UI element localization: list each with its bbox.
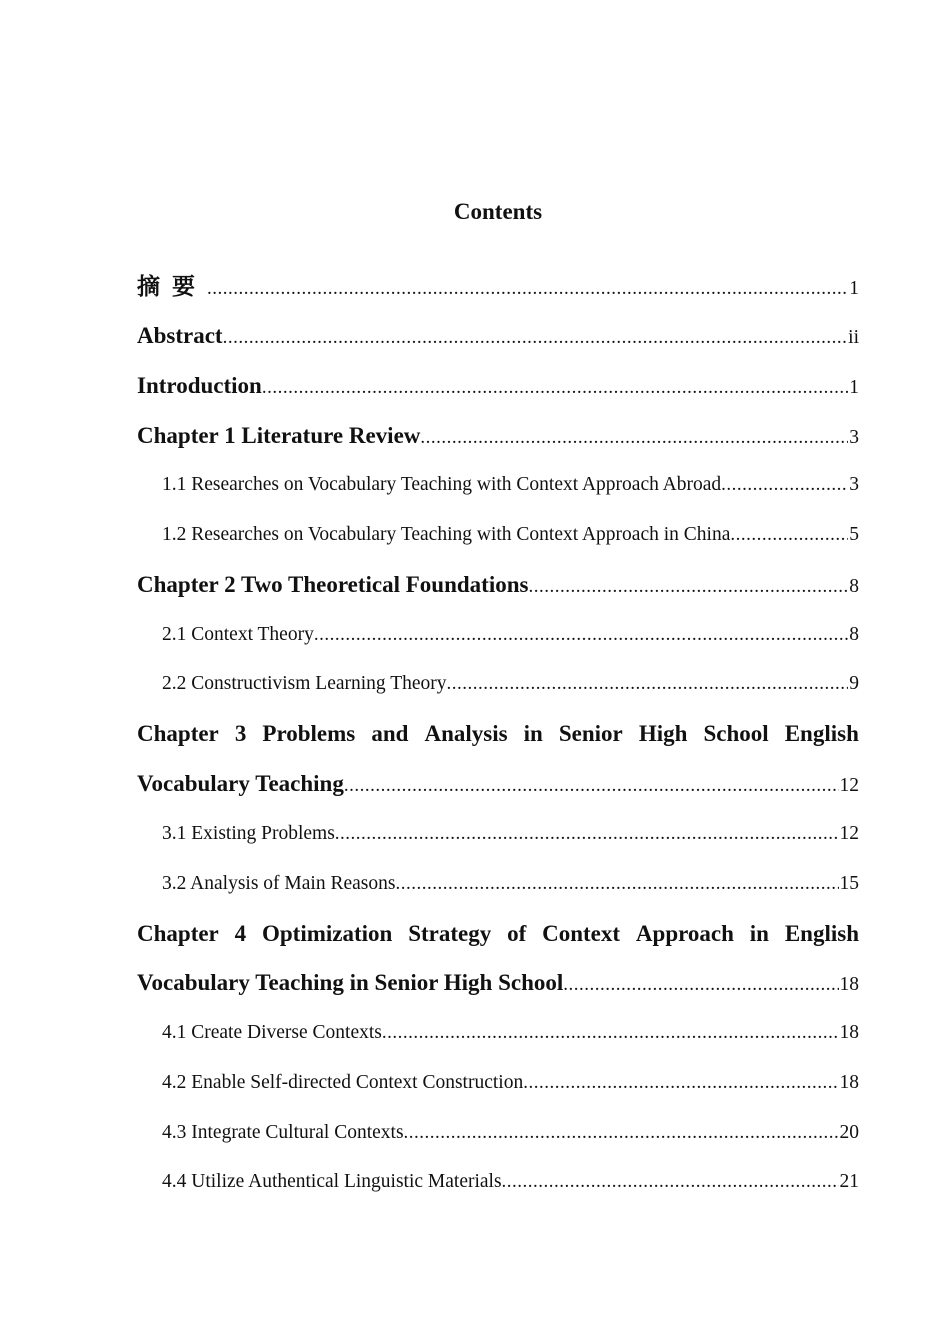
dot-leader <box>528 572 848 602</box>
toc-label: Chapter 2 Two Theoretical Foundations <box>137 572 529 597</box>
dot-leader <box>314 620 848 650</box>
toc-label: 1.2 Researches on Vocabulary Teaching with Context Approach in China <box>162 524 731 545</box>
toc-label: Chapter 1 Literature Review <box>137 423 421 448</box>
toc-word: and <box>371 721 409 746</box>
dot-leader <box>420 423 848 453</box>
toc-entry-chapter-3-line-2[interactable] <box>137 769 859 799</box>
toc-page-number: 3 <box>849 427 859 448</box>
toc-entry-section-3-2[interactable] <box>162 869 859 899</box>
toc-word: Chapter <box>137 721 219 746</box>
toc-entry-introduction[interactable] <box>137 371 859 401</box>
dot-leader <box>523 1068 838 1098</box>
dot-leader <box>447 669 849 699</box>
toc-page-number: 8 <box>849 576 859 597</box>
toc-word: English <box>784 721 859 746</box>
dot-leader <box>563 970 838 1000</box>
dot-leader <box>382 1018 839 1048</box>
toc-label: 摘要 <box>137 274 207 300</box>
toc-entry-chapter-4-line-2[interactable] <box>137 968 859 998</box>
toc-entry-section-4-3[interactable] <box>162 1118 859 1148</box>
toc-entry-chapter-1[interactable] <box>137 421 859 451</box>
toc-word: English <box>784 921 859 946</box>
toc-page-number: 1 <box>849 377 859 398</box>
toc-word: Context <box>542 921 621 946</box>
dot-leader <box>730 520 848 550</box>
toc-word: Approach <box>635 921 734 946</box>
toc-page-number: 12 <box>839 775 859 796</box>
dot-leader <box>335 819 839 849</box>
toc-label: Abstract <box>137 323 223 348</box>
toc-page-number: 21 <box>839 1171 859 1192</box>
toc-entry-section-2-2[interactable] <box>162 669 859 699</box>
toc-page-number: ii <box>848 327 859 348</box>
toc-word: School <box>703 721 769 746</box>
dot-leader <box>344 771 839 801</box>
toc-page-number: 1 <box>849 278 859 299</box>
toc-entry-chapter-4-line-1[interactable] <box>137 919 859 949</box>
toc-page-number: 20 <box>839 1122 859 1143</box>
toc-word: Optimization <box>262 921 393 946</box>
dot-leader <box>207 274 848 304</box>
toc-word: Senior <box>558 721 623 746</box>
toc-word: Analysis <box>424 721 508 746</box>
dot-leader <box>223 323 848 353</box>
toc-entry-section-4-1[interactable] <box>162 1018 859 1048</box>
toc-entry-abstract-cn[interactable] <box>137 272 859 302</box>
toc-page-number: 12 <box>839 823 859 844</box>
toc-label: Vocabulary Teaching <box>137 771 344 796</box>
toc-label: 3.1 Existing Problems <box>162 823 335 844</box>
toc-word: in <box>523 721 543 746</box>
toc-page-number: 9 <box>849 673 859 694</box>
page-title: Contents <box>453 199 543 224</box>
toc-page-number: 15 <box>839 873 859 894</box>
toc-label: 2.1 Context Theory <box>162 624 314 645</box>
toc-entry-section-2-1[interactable] <box>162 620 859 650</box>
toc-word: 3 <box>234 721 247 746</box>
toc-page-number: 18 <box>839 1072 859 1093</box>
toc-label: 4.2 Enable Self-directed Context Construction <box>162 1072 524 1093</box>
toc-entry-chapter-3-line-1[interactable] <box>137 719 859 749</box>
toc-word: Strategy <box>408 921 492 946</box>
dot-leader <box>404 1118 839 1148</box>
toc-label: 1.1 Researches on Vocabulary Teaching with Context Approach Abroad <box>162 474 722 495</box>
toc-word: of <box>507 921 527 946</box>
toc-label: 4.1 Create Diverse Contexts <box>162 1022 382 1043</box>
toc-entry-section-3-1[interactable] <box>162 819 859 849</box>
toc-word: in <box>749 921 769 946</box>
toc-label: 3.2 Analysis of Main Reasons <box>162 873 396 894</box>
toc-entry-abstract[interactable] <box>137 321 859 351</box>
toc-word: 4 <box>234 921 247 946</box>
toc-label: Vocabulary Teaching in Senior High School <box>137 970 564 995</box>
dot-leader <box>262 373 848 403</box>
toc-entry-section-4-4[interactable] <box>162 1167 859 1197</box>
dot-leader <box>395 869 838 899</box>
toc-page-number: 18 <box>839 1022 859 1043</box>
toc-entry-section-1-1[interactable] <box>162 470 859 500</box>
toc-label: 4.4 Utilize Authentical Linguistic Materials <box>162 1171 502 1192</box>
dot-leader <box>721 470 848 500</box>
toc-word: High <box>638 721 688 746</box>
dot-leader <box>502 1167 839 1197</box>
toc-label: Introduction <box>137 373 262 398</box>
toc-word: Problems <box>262 721 356 746</box>
toc-page-number: 3 <box>849 474 859 495</box>
toc-page-number: 5 <box>849 524 859 545</box>
toc-entry-section-4-2[interactable] <box>162 1068 859 1098</box>
toc-entry-chapter-2[interactable] <box>137 570 859 600</box>
toc-page-number: 8 <box>849 624 859 645</box>
toc-page-number: 18 <box>839 974 859 995</box>
toc-word: Chapter <box>137 921 219 946</box>
toc-label: 4.3 Integrate Cultural Contexts <box>162 1122 404 1143</box>
toc-entry-section-1-2[interactable] <box>162 520 859 550</box>
toc-label: 2.2 Constructivism Learning Theory <box>162 673 447 694</box>
